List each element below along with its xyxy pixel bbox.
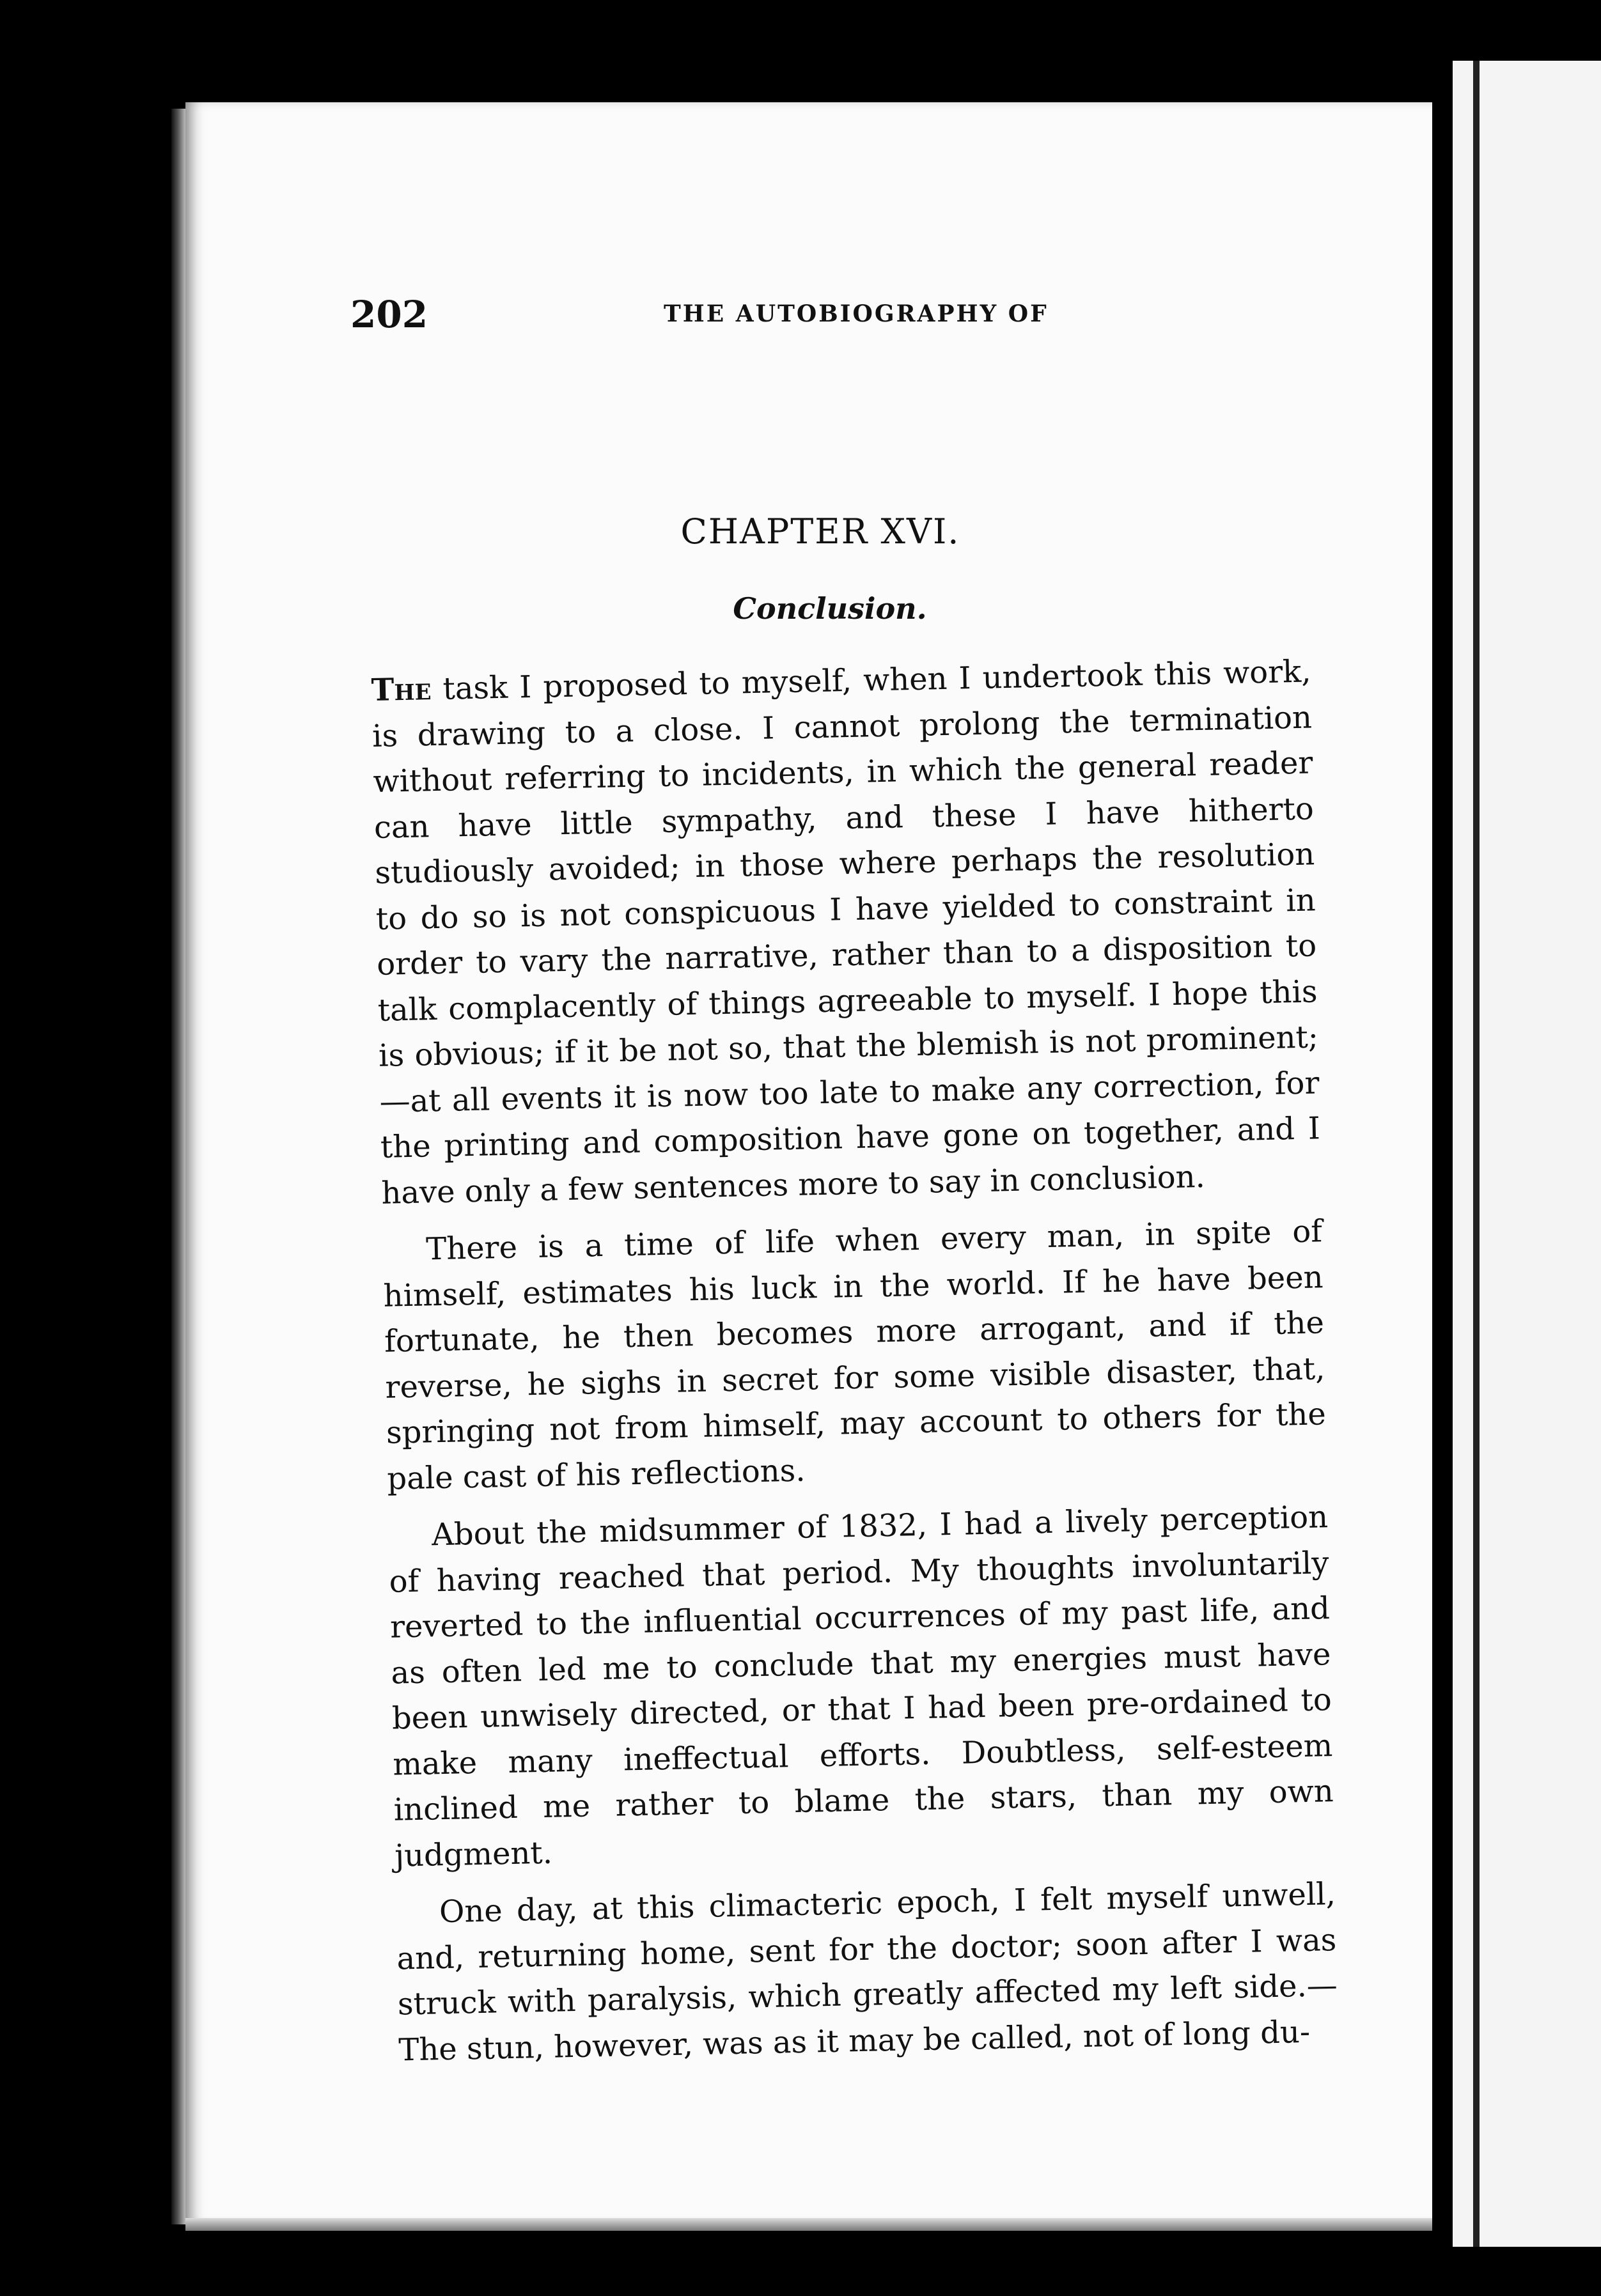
- paragraph-2: There is a time of life when every man, in spite of himself, estimates his luck in the world. If he have been fortunate, he then becomes more arrogant, and if the reverse, he sighs in secret for some visible disaster, that, springing not from himself, may account to others for the pale cast of his reflections.: [383, 1213, 1327, 1497]
- drop-lead-word: The: [371, 671, 432, 708]
- paragraph-3: About the midsummer of 1832, I had a lively perception of having reached that period. My thoughts involuntarily reverted to the influential occurrences of my past life, and as often led me to conclude that my energies must have been unwisely directed, or that I had been pre-ordained to make many ineffectual efforts. Doubtless, self-esteem inclined me rather to blame the stars, than my own judgment.: [389, 1499, 1334, 1874]
- chapter-title: CHAPTER XVI.: [680, 511, 960, 552]
- running-title: THE AUTOBIOGRAPHY OF: [664, 300, 1049, 327]
- paragraph-4: One day, at this climacteric epoch, I felt myself unwell, and, returning home, sent for the doctor; soon after I was struck with paralysis, which greatly affected my left side.—The stun, however, was as it may be called, not of long du-: [396, 1876, 1338, 2068]
- page-bottom-edge: [185, 2218, 1432, 2231]
- body-text: [371, 649, 1339, 2073]
- paragraph-1-text: task I proposed to myself, when I undertook this work, is drawing to a close. I cannot prolong the termination without referring to incidents, in which the general reader can have little sympathy, and these I have hitherto studiously avoided; in those where perhaps the resolution to do so is not conspicuous I have yielded to constraint in order to vary the narrative, rather than to a disposition to talk complacently of things agreeable to myself. I hope this is obvious; if it be not so, that the blemish is not prominent;—at all events it is now too late to make any correction, for the printing and composition have gone on together, and I have only a few sentences more to say in conclusion.: [371, 653, 1321, 1211]
- chapter-subtitle: Conclusion.: [733, 591, 927, 626]
- paragraph-1: [371, 649, 1322, 1216]
- gutter-shadow: [1473, 61, 1480, 2247]
- page-number: 202: [350, 293, 428, 336]
- running-header: [350, 293, 1309, 344]
